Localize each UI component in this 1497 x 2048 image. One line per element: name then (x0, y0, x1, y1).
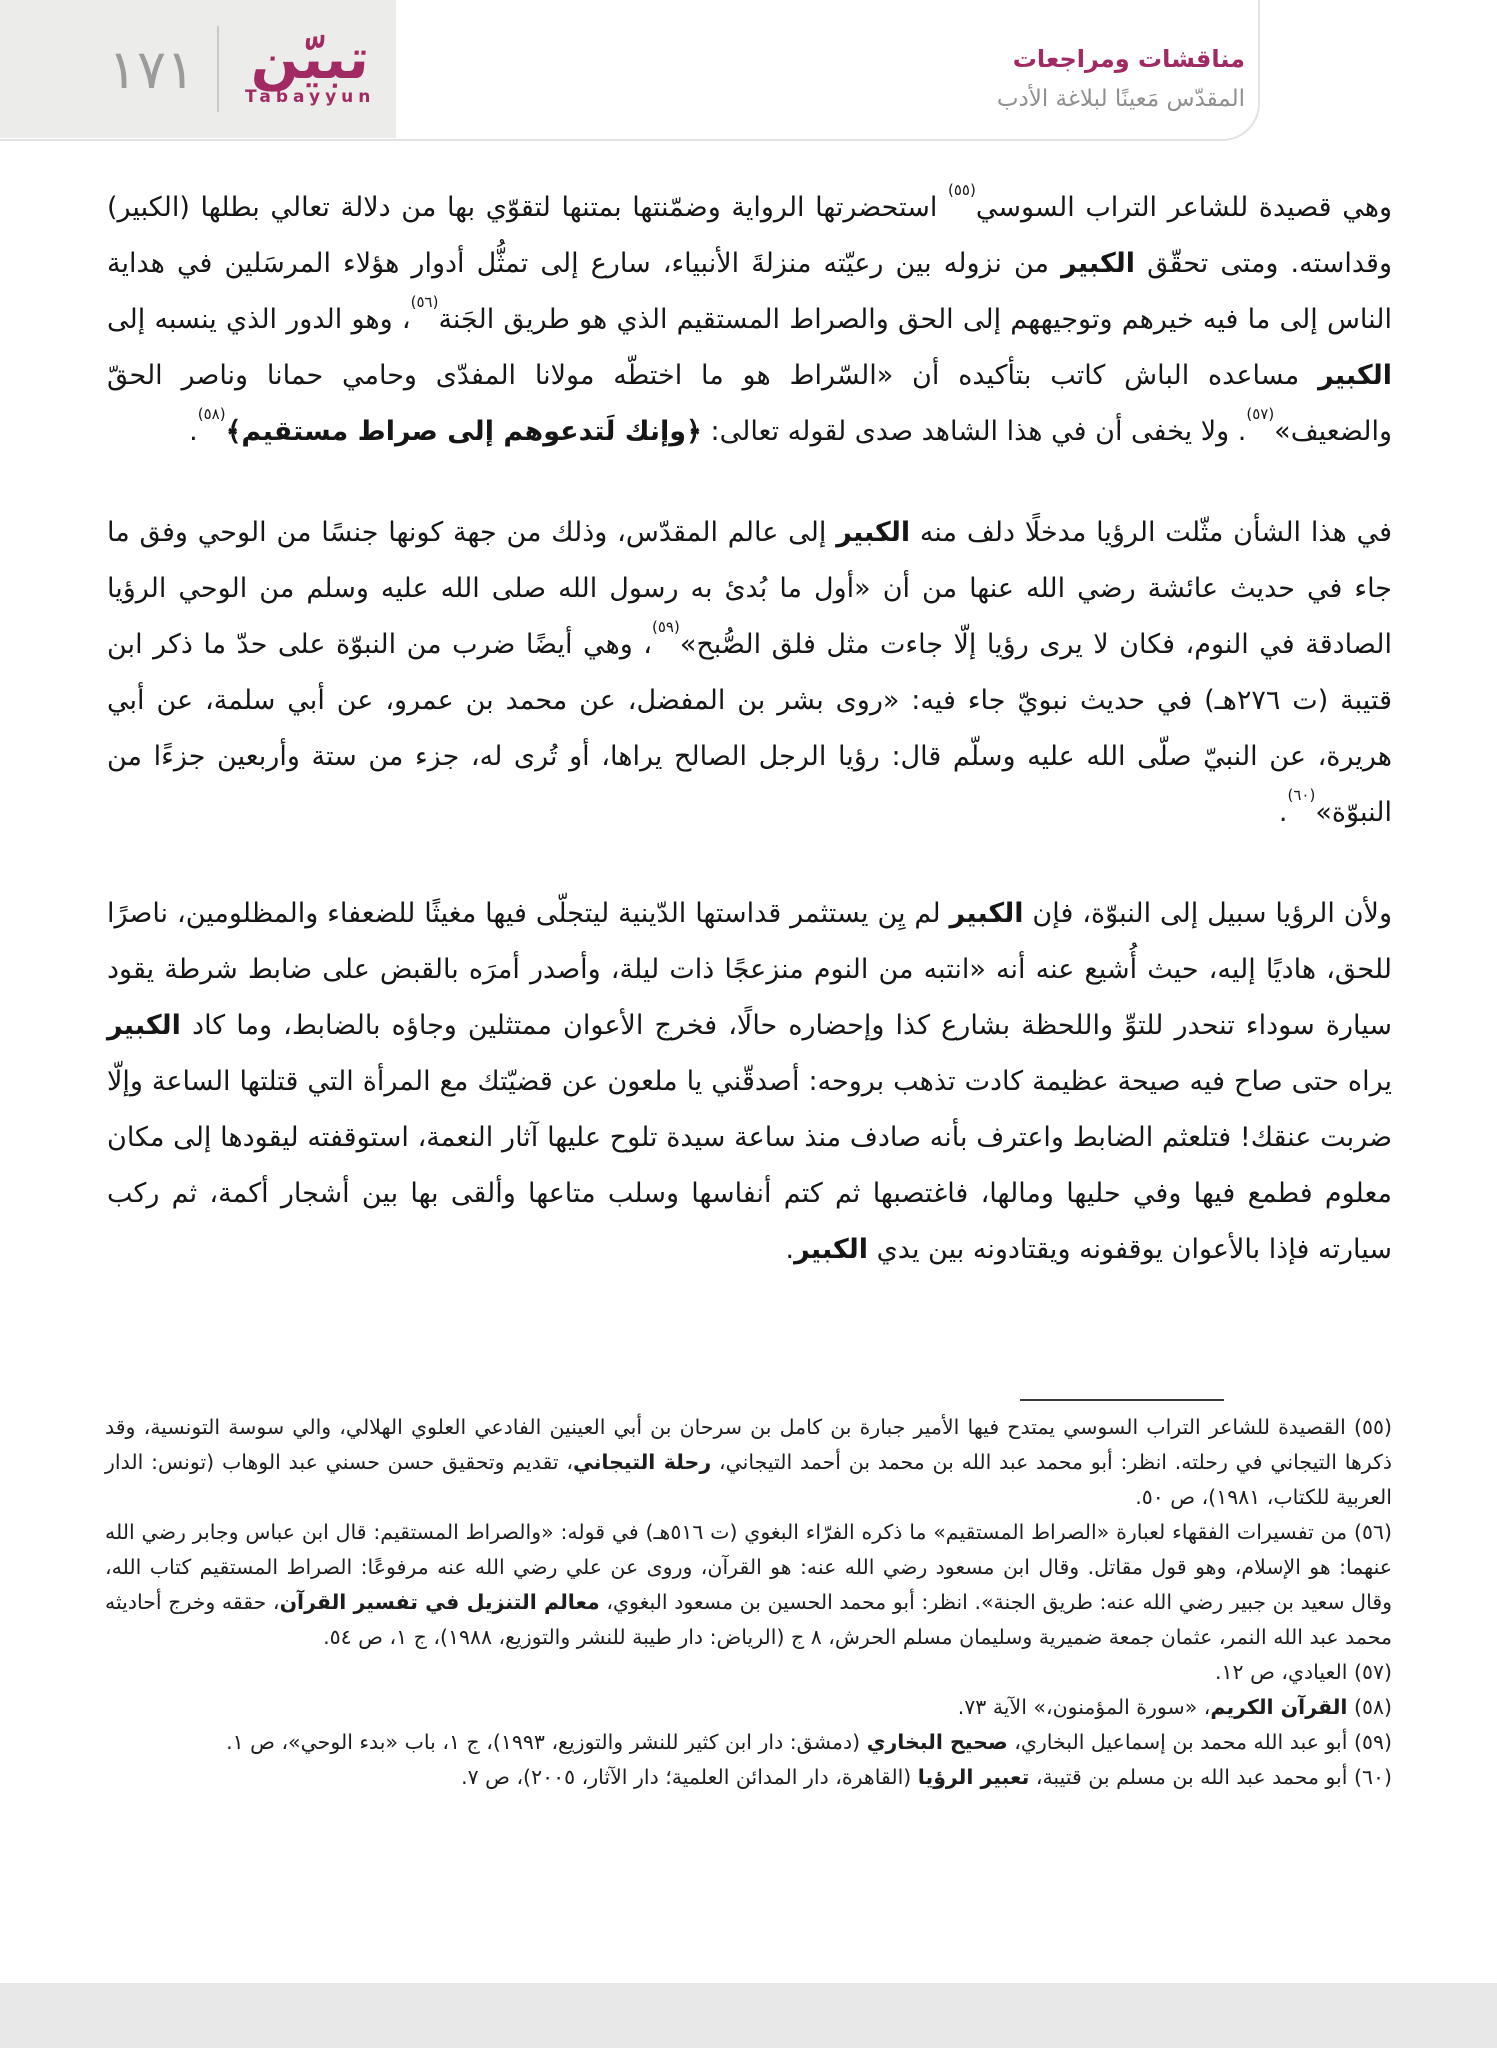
logo-box (0, 0, 396, 138)
tabayyun-logo-latin: Tabayyun (245, 87, 376, 107)
body-paragraph: وهي قصيدة للشاعر التراب السوسي$^{(٥٥)}$ استحضرتها الرواية وضمّنتها بمتنها لتقوّي بها من دلالة تعالي بطلها (الكبير) وقداسته. ومتى تحقّق الكبير من نزوله بين رعيّته منزلةَ الأنبياء، سارع إلى تمثُّل أدوار هؤلاء المرسَلين في هداية الناس إلى ما فيه خيرهم وتوجيههم إلى الحق والصراط المستقيم الذي هو طريق الجَنة$^{(٥٦)}$، وهو الدور الذي ينسبه إلى الكبير مساعده الباش كاتب بتأكيده أن «السّراط هو ما اختطّه مولانا المفدّى وحامي حمانا وناصر الحقّ والضعيف»$^{(٥٧)}$. ولا يخفى أن في هذا الشاهد صدى لقوله تعالى: ﴿وإنك لَتدعوهم إلى صراط مستقيم﴾$^{(٥٨)}$. (107, 181, 1393, 447)
article-title: المقدّس مَعينًا لبلاغة الأدب (996, 86, 1245, 112)
header-titles (997, 44, 1245, 114)
footnote-item: (٥٩) أبو عبد الله محمد بن إسماعيل البخاري، صحيح البخاري (دمشق: دار ابن كثير للنشر والتوزيع، ١٩٩٣)، ج ١، باب «بدء الوحي»، ص ١. (226, 1730, 1392, 1754)
tabayyun-logo (245, 27, 376, 107)
footnotes (105, 1410, 1392, 1795)
body-paragraph: في هذا الشأن مثّلت الرؤيا مدخلًا دلف منه الكبير إلى عالم المقدّس، وذلك من جهة كونها جنسًا من الوحي وفق ما جاء في حديث عائشة رضي الله عنها من أن «أول ما بُدئ به رسول الله صلى الله عليه وسلم من الوحي الرؤيا الصادقة في النوم، فكان لا يرى رؤيا إلّا جاءت مثل فلق الصُّبح»$^{(٥٩)}$، وهي أيضًا ضرب من النبوّة على حدّ ما ذكر ابن قتيبة (ت ٢٧٦هـ) في حديث نبويّ جاء فيه: «روى بشر بن المفضل، عن محمد بن عمرو، عن أبي سلمة، عن أبي هريرة، عن النبيّ صلّى الله عليه وسلّم قال: رؤيا الرجل الصالح يراها، أو تُرى له، جزء من ستة وأربعين جزءًا من النبوّة»$^{(٦٠)}$. (107, 517, 1392, 828)
logo-divider (217, 26, 219, 112)
footnote-item: (٥٧) العيادي، ص ١٢. (1215, 1660, 1392, 1684)
body-paragraph: ولأن الرؤيا سبيل إلى النبوّة، فإن الكبير لم يِن يستثمر قداستها الدّينية ليتجلّى فيها مغيثًا للضعفاء والمظلومين، ناصرًا للحق، هاديًا إليه، حيث أُشيع عنه أنه «انتبه من النوم منزعجًا ذات ليلة، وأصدر أمرَه بالقبض على ضابط شرطة يقود سيارة سوداء تنحدر للتوِّ واللحظة بشارع كذا وإحضاره حالًا، فخرج الأعوان ممتثلين وجاؤه بالضابط، وما كاد الكبير يراه حتى صاح فيه صيحة عظيمة كادت تذهب بروحه: أصدقّني يا ملعون عن قضيّتك مع المرأة التي قتلتها الساعة وإلّا ضربت عنقك! فتلعثم الضابط واعترف بأنه صادف منذ ساعة سيدة تلوح عليها آثار النعمة، استوقفته ليقودها إلى مكان معلوم فطمع فيها وفي حليها ومالها، فاغتصبها ثم كتم أنفاسها وسلب متاعها وألقى بها بين أشجار أكمة، ثم ركب سيارته فإذا بالأعوان يوقفونه ويقتادونه بين يدي الكبير. (107, 898, 1392, 1265)
footnote-item: (٥٦) من تفسيرات الفقهاء لعبارة «الصراط المستقيم» ما ذكره الفرّاء البغوي (ت ٥١٦هـ) في قوله: «والصراط المستقيم: قال ابن عباس وجابر رضي الله عنهما: هو الإسلام، وهو قول مقاتل. وقال ابن مسعود رضي الله عنه: هو القرآن، وروى عن علي رضي الله عنه مرفوعًا: الصراط المستقيم كتاب الله، وقال سعيد بن جبير رضي الله عنه: طريق الجنة». انظر: أبو محمد الحسين بن مسعود البغوي، معالم التنزيل في تفسير القرآن، حققه وخرج أحاديثه محمد عبد الله النمر، عثمان جمعة ضميرية وسليمان مسلم الحرش، ٨ ج (الرياض: دار طيبة للنشر والتوزيع، ١٩٨٨)، ج ١، ص ٥٤. (105, 1520, 1393, 1649)
section-title: مناقشات ومراجعات (1012, 45, 1245, 73)
footnote-separator (1020, 1399, 1224, 1401)
footnote-item: (٥٥) القصيدة للشاعر التراب السوسي يمتدح فيها الأمير جبارة بن كامل بن سرحان بن أبي العينين الفادعي العلوي الهلالي، والي سوسة التونسية، وقد ذكرها التيجاني في رحلته. انظر: أبو محمد عبد الله بن محمد بن أحمد التيجاني، رحلة التيجاني، تقديم وتحقيق حسن حسني عبد الوهاب (تونس: الدار العربية للكتاب، ١٩٨١)، ص ٥٠. (105, 1415, 1392, 1509)
footnote-item: (٥٨) القرآن الكريم، «سورة المؤمنون،» الآية ٧٣. (957, 1695, 1392, 1719)
article-body (107, 180, 1392, 1278)
footnote-item: (٦٠) أبو محمد عبد الله بن مسلم بن قتيبة، تعبير الرؤيا (القاهرة، دار المدائن العلمية؛ دار الآثار، ٢٠٠٥)، ص ٧. (461, 1765, 1392, 1789)
bottom-band (0, 1983, 1497, 2048)
tabayyun-logo-arabic: تبيّن (249, 27, 372, 92)
page-number: ١٧١ (108, 37, 196, 101)
